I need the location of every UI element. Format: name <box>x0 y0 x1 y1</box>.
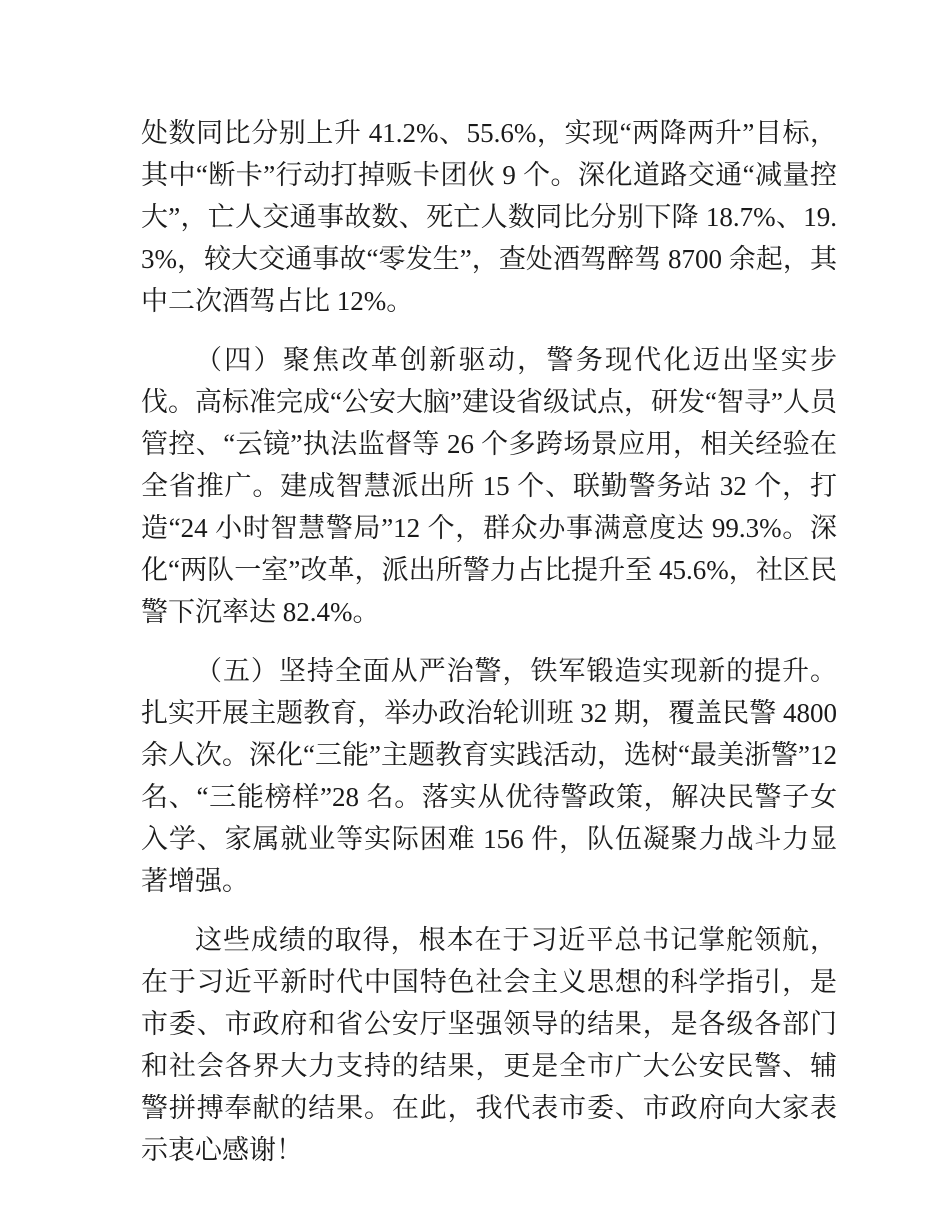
paragraph-section-5: （五）坚持全面从严治警，铁军锻造实现新的提升。扎实开展主题教育，举办政治轮训班 32 期，覆盖民警 4800 余人次。深化“三能”主题教育实践活动，选树“最美浙警”12 名、“三能榜样”28 名。落实从优待警政策，解决民警子女入学、家属就业等实际困难 156 件，队伍凝聚力战斗力显著增强。 <box>141 656 837 896</box>
paragraph-closing: 这些成绩的取得，根本在于习近平总书记掌舵领航，在于习近平新时代中国特色社会主义思想的科学指引，是市委、市政府和省公安厅坚强领导的结果，是各级各部门和社会各界大力支持的结果，更是全市广大公安民警、辅警拼搏奉献的结果。在此，我代表市委、市政府向大家表示衷心感谢！ <box>141 925 837 1165</box>
paragraph-continuation: 处数同比分别上升 41.2%、55.6%，实现“两降两升”目标，其中“断卡”行动打掉贩卡团伙 9 个。深化道路交通“减量控大”，亡人交通事故数、死亡人数同比分别下降 18.7%、19.3%，较大交通事故“零发生”，查处酒驾醉驾 8700 余起，其中二次酒驾占比 12%。 <box>141 118 837 316</box>
paragraph-section-4: （四）聚焦改革创新驱动，警务现代化迈出坚实步伐。高标准完成“公安大脑”建设省级试点，研发“智寻”人员管控、“云镜”执法监督等 26 个多跨场景应用，相关经验在全省推广。建成智慧派出所 15 个、联勤警务站 32 个，打造“24 小时智慧警局”12 个，群众办事满意度达 99.3%。深化“两队一室”改革，派出所警力占比提升至 45.6%，社区民警下沉率达 82.4%。 <box>141 345 837 627</box>
